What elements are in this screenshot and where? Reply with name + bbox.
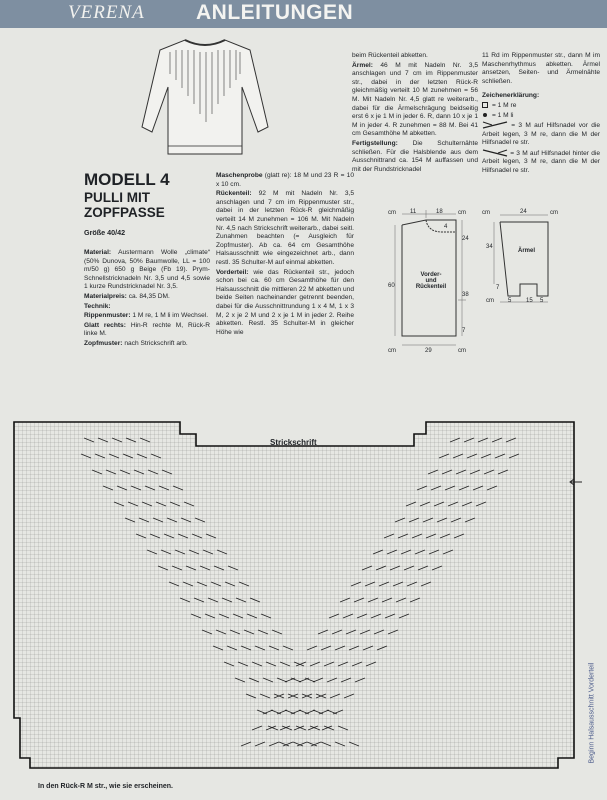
para-label: Glatt rechts: bbox=[84, 321, 126, 329]
legend-item bbox=[482, 102, 600, 111]
legend-text: = 3 M auf Hilfsnadel hinter die Arbeit legen, 3 M re, dann die M der Hilfsnadel re str. bbox=[482, 149, 600, 174]
dot-icon bbox=[483, 113, 487, 117]
text-column-2 bbox=[216, 172, 354, 338]
header-banner bbox=[0, 0, 607, 28]
dim-label: 24 bbox=[520, 209, 527, 215]
para-label: Zopfmuster: bbox=[84, 339, 123, 347]
para-label: Material: bbox=[84, 249, 112, 256]
dim-label: 29 bbox=[425, 348, 432, 354]
legend-text: = 3 M auf Hilfsnadel vor die Arbeit legen, 3 M re, dann die M der Hilfsnadel re str. bbox=[482, 121, 600, 147]
sweater-illustration bbox=[140, 32, 270, 160]
chart-title: Strickschrift bbox=[270, 438, 317, 447]
body-label bbox=[414, 272, 448, 290]
dim-label: 7 bbox=[462, 328, 466, 334]
para-label: Vorderteil: bbox=[216, 268, 249, 276]
para-text: Hin-R rechte M, Rück-R linke M. bbox=[84, 321, 210, 338]
dim-label: 60 bbox=[388, 283, 395, 289]
legend-text: = 1 M re bbox=[492, 101, 517, 109]
dim-label: cm bbox=[388, 210, 396, 216]
dim-label: cm bbox=[458, 348, 466, 354]
dim-label: cm bbox=[458, 210, 466, 216]
chart-footer: In den Rück-R M str., wie sie erscheinen. bbox=[38, 783, 173, 790]
side-note-text: Beginn Halsausschnitt Vorderteil bbox=[588, 662, 596, 764]
para-text: beim Rückenteil abketten. bbox=[352, 52, 428, 59]
model-number: MODELL 4 bbox=[84, 170, 170, 189]
para-text: (glatt re): 18 M und 23 R = 10 x 10 cm. bbox=[216, 172, 354, 188]
legend-item bbox=[482, 149, 600, 176]
para-text: Austermann Wolle „climate“ (50% Dunova, 50% Baumwolle, LL = 100 m/50 g) 650 g Beige (Fb 19). Prym-Schnellstricknadeln Nr. 3,5 und 4,5 sowie 1 kurze Rundstricknadel Nr. 3,5. bbox=[84, 249, 210, 291]
dim-label: 11 bbox=[410, 209, 417, 215]
text-column-1 bbox=[84, 249, 210, 350]
dim-label: 5 bbox=[540, 298, 544, 304]
para-label: Materialpreis: bbox=[84, 292, 127, 300]
dim-label: cm bbox=[550, 210, 558, 216]
model-title bbox=[84, 190, 224, 220]
dim-label: 4 bbox=[444, 224, 448, 230]
side-note bbox=[582, 470, 596, 770]
para-label: Maschenprobe bbox=[216, 172, 263, 179]
legend-text: = 1 M li bbox=[492, 111, 514, 119]
para-text: 11 Rd im Rippenmuster str., dann M im Maschenrhythmus abketten. Ärmel ansetzen, Seiten- und Ärmelnähte schließen. bbox=[482, 52, 600, 85]
legend-item bbox=[482, 121, 600, 148]
cable-right-icon bbox=[482, 149, 508, 157]
sleeve-label: Ärmel bbox=[518, 248, 536, 254]
dim-label: 24 bbox=[462, 236, 469, 242]
para-text: nach Strickschrift arb. bbox=[124, 339, 188, 347]
arrow-left-icon bbox=[568, 478, 582, 486]
title-line-2: ZOPFPASSE bbox=[84, 205, 165, 220]
size-label: Größe 40/42 bbox=[84, 228, 126, 237]
para-text: 1 M re, 1 M li im Wechsel. bbox=[132, 312, 209, 320]
title-line-1: PULLI MIT bbox=[84, 190, 150, 205]
para-label: Fertigstellung: bbox=[352, 139, 398, 147]
dim-label: 18 bbox=[436, 209, 443, 215]
dim-label: cm bbox=[482, 210, 490, 216]
dim-label: 34 bbox=[486, 244, 493, 250]
para-text: 46 M mit Nadeln Nr. 3,5 anschlagen und 7 cm im Rippenmuster str., dabei in der letzten Rück-R gleichmäßig verteilt 10 M zunehmen = 56 M. Mit Nadeln Nr. 4,5 glatt re weiterarb., dabei für die Ärmelschrägung beidseitig erst 6 x je 1 M in jeder 6. R, dann 10 x je 1 M in jeder 4. R zunehmen = 88 M. Bei 41 cm Gesamthöhe M abketten. bbox=[352, 61, 478, 138]
para-text: wie das Rückenteil str., jedoch schon bei ca. 60 cm Gesamthöhe für den Halsausschnitt die mittleren 22 M abketten und beide Seiten nacheinander getrennt beenden, dabei für die Ausschnittrundung 1 x 4 M, 1 x 3 M, 2 x je 2 M und 2 x je 1 M in jeder 2. Reihe abketten. Restl. 35 Schulter-M in gleicher Höhe wie bbox=[216, 268, 354, 336]
section-title: ANLEITUNGEN bbox=[196, 1, 354, 24]
para-label: Rippenmuster: bbox=[84, 312, 131, 320]
legend-item bbox=[482, 112, 600, 121]
text-column-3 bbox=[352, 52, 478, 175]
dim-label: cm bbox=[388, 348, 396, 354]
brand-logo: VERENA bbox=[68, 2, 145, 23]
para-label: Ärmel: bbox=[352, 61, 373, 69]
dim-label: cm bbox=[486, 298, 494, 304]
para-text: 92 M mit Nadeln Nr. 3,5 anschlagen und 7 cm im Rippenmuster str., dabei in der letzten Rück-R gleichmäßig verteilt 14 M zunehmen = 106 M. Mit Nadeln Nr. 4,5 nach Strickschrift weiterarb., dabei seitl. Zunahmen beachten (= Ausgleich für Zopfmuster). Ab ca. 64 cm Gesamthöhe Halsausschnitt wie eingezeichnet arb., dann restl. 35 Schulter-M auf einmal abketten. bbox=[216, 190, 354, 266]
box-icon bbox=[482, 102, 488, 108]
dim-label: 5 bbox=[508, 298, 512, 304]
legend-title: Zeichenerklärung: bbox=[482, 92, 540, 100]
para-text: ca. 84,35 DM. bbox=[128, 292, 170, 300]
cable-left-icon bbox=[482, 121, 508, 129]
para-label: Technik: bbox=[84, 302, 111, 310]
para-label: Rückenteil: bbox=[216, 190, 252, 198]
dim-label: 15 bbox=[526, 298, 533, 304]
dim-label: 7 bbox=[496, 285, 500, 291]
body-label-line: und bbox=[425, 278, 437, 284]
dim-label: 38 bbox=[462, 292, 469, 298]
body-label-line: Vorder- bbox=[420, 272, 442, 278]
knitting-chart bbox=[10, 418, 578, 780]
body-label-line: Rückenteil bbox=[415, 284, 447, 290]
text-column-4 bbox=[482, 52, 600, 176]
para-text: Die Schulternähte schließen. Für die Halsblende aus dem Ausschnittrand ca. 154 M auffassen und mit der Rundstricknadel bbox=[352, 139, 478, 173]
